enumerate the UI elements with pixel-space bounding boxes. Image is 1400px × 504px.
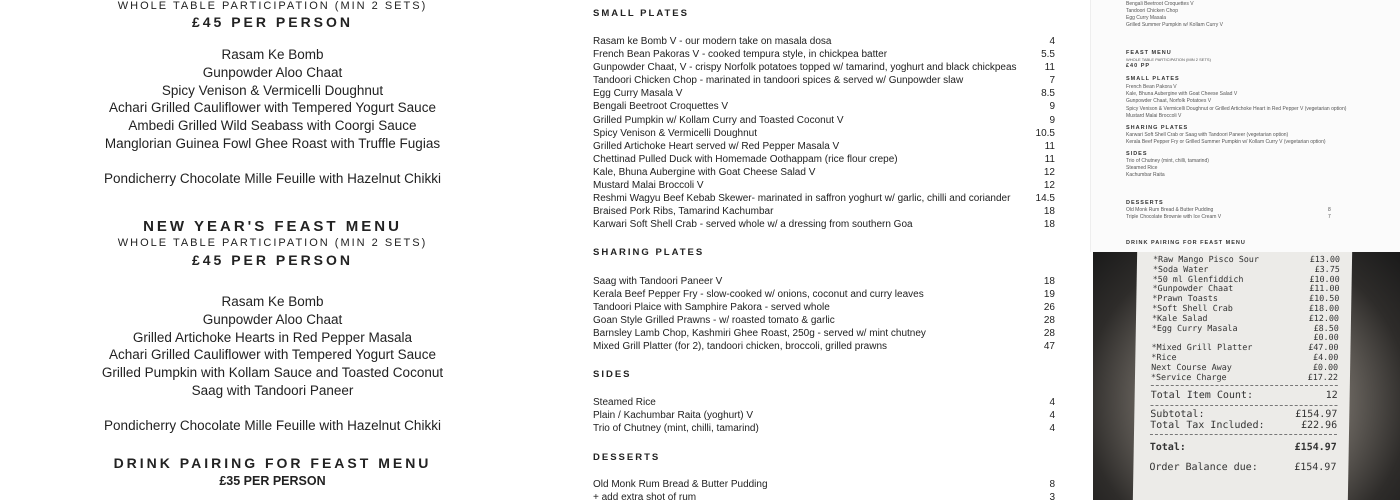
item-name: Braised Pork Ribs, Tamarind Kachumbar bbox=[593, 206, 774, 218]
item-price: 8.5 bbox=[1041, 88, 1055, 100]
menu-row bbox=[593, 396, 1055, 409]
item-price: 19 bbox=[1043, 289, 1055, 301]
menu-item: Kerala Beef Pepper Fry or Grilled Summer Pumpkin w/ Kollam Curry V (vegetarian option) bbox=[1126, 139, 1326, 145]
menu-item: Ambedi Grilled Wild Seabass with Coorgi Sauce bbox=[128, 118, 417, 134]
item-price: £47.00 bbox=[1308, 342, 1339, 353]
item-name: *50 ml Glenfiddich bbox=[1152, 273, 1244, 284]
menu-item: Kachumbar Raita bbox=[1126, 172, 1165, 178]
item-price: £3.75 bbox=[1314, 263, 1340, 274]
menu-price: £45 PER PERSON bbox=[191, 14, 354, 30]
balance-label: Order Balance due: bbox=[1149, 462, 1258, 474]
menu-item: Tandoori Chicken Chop bbox=[1126, 8, 1178, 14]
menu-row bbox=[593, 74, 1055, 87]
menu-row bbox=[593, 179, 1055, 192]
item-name: Tandoori Chicken Chop - marinated in tandoori spices & served w/ Gunpowder slaw bbox=[593, 75, 964, 87]
sharing-plates-list bbox=[593, 275, 1055, 354]
a-la-carte-menu-panel bbox=[545, 0, 1090, 504]
item-name: Barnsley Lamb Chop, Kashmiri Ghee Roast, 250g - served w/ mint chutney bbox=[593, 328, 926, 340]
subtotal: £154.97 bbox=[1295, 409, 1338, 421]
item-name: Grilled Pumpkin w/ Kollam Curry and Toasted Coconut V bbox=[593, 114, 844, 126]
item-name: *Service Charge bbox=[1150, 371, 1227, 382]
item-price: 14.5 bbox=[1035, 193, 1055, 205]
menu-item: Kale, Bhuna Aubergine with Goat Cheese Salad V bbox=[1126, 91, 1238, 97]
menu-item: Spicy Venison & Vermicelli Doughnut bbox=[161, 82, 384, 98]
item-price: 5.5 bbox=[1041, 49, 1055, 61]
feast-menu-panel bbox=[0, 0, 545, 500]
menu-item: Rasam Ke Bomb bbox=[221, 294, 324, 309]
item-price: 4 bbox=[1049, 410, 1055, 422]
menu-title: NEW YEAR'S FEAST MENU bbox=[143, 218, 402, 235]
menu-row bbox=[593, 340, 1055, 353]
section-title: DESSERTS bbox=[1126, 200, 1164, 206]
section-title: SIDES bbox=[1126, 151, 1148, 157]
menu-item: French Bean Pakora V bbox=[1126, 84, 1177, 90]
section-title: SMALL PLATES bbox=[1126, 76, 1180, 82]
menu-row bbox=[593, 491, 1055, 504]
menu-item: Trio of Chutney (mint, chilli, tamarind) bbox=[1126, 158, 1209, 164]
item-name: Plain / Kachumbar Raita (yoghurt) V bbox=[593, 410, 754, 422]
menu-item: Triple Chocolate Brownie with Ice Cream V bbox=[1126, 214, 1222, 220]
menu-item: Achari Grilled Cauliflower with Tempered Yogurt Sauce bbox=[109, 347, 436, 363]
item-name: Grilled Artichoke Heart served w/ Red Pepper Masala V bbox=[593, 140, 840, 152]
menu-row bbox=[593, 327, 1055, 340]
item-price: £8.50 bbox=[1313, 322, 1339, 333]
menu-item: Grilled Summer Pumpkin w/ Kollam Curry V bbox=[1126, 22, 1223, 28]
section-title: SMALL PLATES bbox=[593, 8, 689, 19]
menu-row bbox=[593, 275, 1055, 288]
menu-item: Egg Curry Masala bbox=[1126, 15, 1167, 21]
menu-price: £40 PP bbox=[1126, 63, 1151, 69]
item-price: £10.00 bbox=[1309, 273, 1340, 284]
item-name: Goan Style Grilled Prawns - w/ roasted tomato & garlic bbox=[593, 315, 835, 327]
item-price: 4 bbox=[1049, 36, 1055, 47]
participation-note: WHOLE TABLE PARTICIPATION (MIN 2 SETS) bbox=[117, 0, 428, 12]
item-name: *Raw Mango Pisco Sour bbox=[1152, 254, 1260, 264]
menu-item: Rasam Ke Bomb bbox=[221, 47, 324, 62]
menu-item: Old Monk Rum Bread & Butter Pudding bbox=[1126, 207, 1214, 213]
section-title: DRINK PAIRING FOR FEAST MENU bbox=[1126, 240, 1246, 246]
subtotal-label: Subtotal: bbox=[1150, 409, 1205, 421]
menu-row bbox=[593, 301, 1055, 314]
item-price: £12.00 bbox=[1308, 312, 1340, 323]
item-name: Gunpowder Chaat, V - crispy Norfolk potatoes topped w/ tamarind, yoghurt and black chickpeas bbox=[593, 62, 1017, 74]
item-price: 26 bbox=[1043, 302, 1055, 314]
menu-item: Grilled Pumpkin with Kollam Sauce and Toasted Coconut bbox=[101, 365, 444, 381]
item-name: *Soda Water bbox=[1152, 263, 1209, 274]
item-name: Kerala Beef Pepper Fry - slow-cooked w/ onions, coconut and curry leaves bbox=[593, 289, 924, 301]
menu-row bbox=[593, 140, 1055, 153]
menu-row bbox=[593, 205, 1055, 218]
section-title: SHARING PLATES bbox=[1126, 125, 1189, 131]
item-count-label: Total Item Count: bbox=[1150, 390, 1254, 402]
section-title: FEAST MENU bbox=[1126, 50, 1172, 56]
item-price: 8 bbox=[1049, 479, 1055, 490]
participation-note: WHOLE TABLE PARTICIPATION (MIN 2 SETS) bbox=[1126, 57, 1211, 62]
menu-dessert: Pondicherry Chocolate Mille Feuille with Hazelnut Chikki bbox=[104, 171, 441, 186]
item-price: 28 bbox=[1043, 315, 1055, 327]
balance: £154.97 bbox=[1294, 462, 1337, 474]
item-name: Chettinad Pulled Duck with Homemade Oothappam (rice flour crepe) bbox=[593, 153, 898, 165]
menu-dessert: Pondicherry Chocolate Mille Feuille with Hazelnut Chikki bbox=[104, 418, 441, 433]
item-name: Bengali Beetroot Croquettes V bbox=[593, 101, 729, 113]
menu-row bbox=[593, 87, 1055, 100]
menu-row bbox=[593, 218, 1055, 231]
item-price: 4 bbox=[1049, 423, 1055, 435]
item-name: *Egg Curry Masala bbox=[1151, 322, 1238, 333]
item-name: Mustard Malai Broccoli V bbox=[593, 180, 704, 192]
item-price: 10.5 bbox=[1035, 127, 1055, 139]
section-title: DESSERTS bbox=[593, 452, 661, 463]
item-price: £18.00 bbox=[1308, 302, 1340, 313]
receipt-photo bbox=[1093, 252, 1400, 500]
item-price: 18 bbox=[1043, 206, 1055, 218]
menu-row bbox=[593, 478, 1055, 491]
menu-item: Steamed Rice bbox=[1126, 165, 1158, 171]
item-price: £17.22 bbox=[1307, 371, 1339, 382]
item-price: 47 bbox=[1043, 341, 1055, 353]
item-name: Karwari Soft Shell Crab - served whole w/ a dressing from southern Goa bbox=[593, 219, 913, 231]
menu-row bbox=[593, 153, 1055, 166]
item-name: Spicy Venison & Vermicelli Doughnut bbox=[593, 127, 757, 139]
menu-row bbox=[593, 422, 1055, 435]
item-name: Tandoori Plaice with Samphire Pakora - served whole bbox=[593, 302, 830, 314]
menu-item: Grilled Artichoke Hearts in Red Pepper Masala bbox=[132, 329, 413, 345]
sides-list bbox=[593, 396, 1055, 435]
drink-pairing-title: DRINK PAIRING FOR FEAST MENU bbox=[113, 455, 432, 471]
item-name: Next Course Away bbox=[1151, 361, 1232, 372]
menu-price: 8 bbox=[1328, 207, 1331, 213]
menu-row bbox=[593, 114, 1055, 127]
item-price: 7 bbox=[1049, 75, 1055, 87]
item-name: Mixed Grill Platter (for 2), tandoori chicken, broccoli, grilled prawns bbox=[593, 341, 887, 353]
receipt-line bbox=[1151, 373, 1338, 383]
item-name: Old Monk Rum Bread & Butter Pudding bbox=[593, 479, 768, 490]
item-price: £0.00 bbox=[1312, 361, 1339, 372]
receipt-line bbox=[1151, 343, 1338, 353]
menu-row bbox=[593, 166, 1055, 179]
item-name: *Kale Salad bbox=[1151, 312, 1208, 323]
item-price: 18 bbox=[1043, 276, 1055, 287]
total-label: Total: bbox=[1149, 442, 1186, 454]
item-name: Saag with Tandoori Paneer V bbox=[593, 276, 723, 287]
menu-item: Saag with Tandoori Paneer bbox=[191, 382, 354, 398]
item-price: 3 bbox=[1049, 492, 1055, 504]
item-price: £13.00 bbox=[1309, 254, 1341, 264]
item-name: *Mixed Grill Platter bbox=[1151, 342, 1253, 353]
item-price: 18 bbox=[1043, 219, 1055, 231]
menu-item: Gunpowder Chaat, Norfolk Potatoes V bbox=[1126, 98, 1212, 104]
tax-label: Total Tax Included: bbox=[1150, 420, 1265, 432]
receipt-price: £0.00 bbox=[1313, 332, 1339, 343]
menu2-items bbox=[0, 293, 545, 400]
menu-item: Achari Grilled Cauliflower with Tempered Yogurt Sauce bbox=[109, 100, 436, 116]
menu-row bbox=[593, 127, 1055, 140]
menu1-items bbox=[0, 46, 545, 153]
menu-item: Manglorian Guinea Fowl Ghee Roast with Truffle Fugias bbox=[104, 135, 441, 151]
menu-row bbox=[593, 61, 1055, 74]
menu-row bbox=[593, 100, 1055, 113]
item-name: *Rice bbox=[1151, 351, 1177, 362]
item-price: 9 bbox=[1049, 114, 1055, 126]
item-price: 11 bbox=[1044, 140, 1055, 152]
menu-row bbox=[593, 35, 1055, 48]
drink-pairing-price: £35 PER PERSON bbox=[219, 474, 326, 488]
item-name: French Bean Pakoras V - cooked tempura style, in chickpea batter bbox=[593, 49, 888, 61]
item-name: Rasam ke Bomb V - our modern take on masala dosa bbox=[593, 36, 832, 47]
item-price: 11 bbox=[1044, 153, 1055, 165]
menu-row bbox=[593, 288, 1055, 301]
item-price: £4.00 bbox=[1313, 351, 1339, 362]
menu-item: Spicy Venison & Vermicelli Doughnut or Grilled Artichoke Heart in Red Pepper V (vegetarian option) bbox=[1126, 106, 1347, 112]
item-name: + add extra shot of rum bbox=[593, 492, 697, 504]
small-plates-list bbox=[593, 35, 1055, 231]
menu-item: Gunpowder Aloo Chaat bbox=[202, 64, 343, 80]
receipt-line bbox=[1152, 324, 1339, 334]
tax: £22.96 bbox=[1300, 420, 1338, 432]
desserts-list bbox=[593, 478, 1055, 504]
item-name: *Prawn Toasts bbox=[1152, 293, 1219, 304]
item-count: 12 bbox=[1325, 390, 1338, 402]
item-price: 4 bbox=[1049, 397, 1055, 408]
item-price: 11 bbox=[1044, 62, 1055, 74]
item-name: Egg Curry Masala V bbox=[593, 88, 683, 100]
item-price: 12 bbox=[1043, 166, 1055, 178]
item-price: £11.00 bbox=[1309, 283, 1340, 294]
item-name: Kale, Bhuna Aubergine with Goat Cheese Salad V bbox=[593, 166, 816, 178]
menu-price: 7 bbox=[1328, 214, 1331, 220]
receipt bbox=[1133, 252, 1352, 500]
section-title: SIDES bbox=[593, 369, 632, 380]
menu-item: Gunpowder Aloo Chaat bbox=[202, 311, 343, 327]
item-name: *Soft Shell Crab bbox=[1152, 302, 1233, 313]
item-name: *Gunpowder Chaat bbox=[1152, 283, 1234, 294]
menu-item: Bengali Beetroot Croquettes V bbox=[1126, 1, 1194, 7]
menu-item: Mustard Malai Broccoli V bbox=[1126, 113, 1182, 119]
item-name: Reshmi Wagyu Beef Kebab Skewer- marinated in saffron yoghurt w/ garlic, chilli and coriander bbox=[593, 193, 1011, 205]
total: £154.97 bbox=[1294, 442, 1337, 454]
section-title: SHARING PLATES bbox=[593, 247, 705, 258]
item-price: £10.50 bbox=[1309, 293, 1340, 304]
menu-row bbox=[593, 409, 1055, 422]
feast-menu-photo bbox=[1090, 0, 1400, 252]
participation-note: WHOLE TABLE PARTICIPATION (MIN 2 SETS) bbox=[117, 237, 428, 249]
menu-price: £45 PER PERSON bbox=[191, 252, 354, 268]
menu-row bbox=[593, 314, 1055, 327]
menu-row bbox=[593, 192, 1055, 205]
item-price: 12 bbox=[1043, 180, 1055, 192]
item-price: 9 bbox=[1049, 101, 1055, 113]
item-price: 28 bbox=[1043, 328, 1055, 340]
item-name: Trio of Chutney (mint, chilli, tamarind) bbox=[593, 423, 759, 435]
menu-row bbox=[593, 48, 1055, 61]
menu-item: Karwari Soft Shell Crab or Saag with Tandoori Paneer (vegetarian option) bbox=[1126, 132, 1289, 138]
item-name: Steamed Rice bbox=[593, 397, 656, 408]
